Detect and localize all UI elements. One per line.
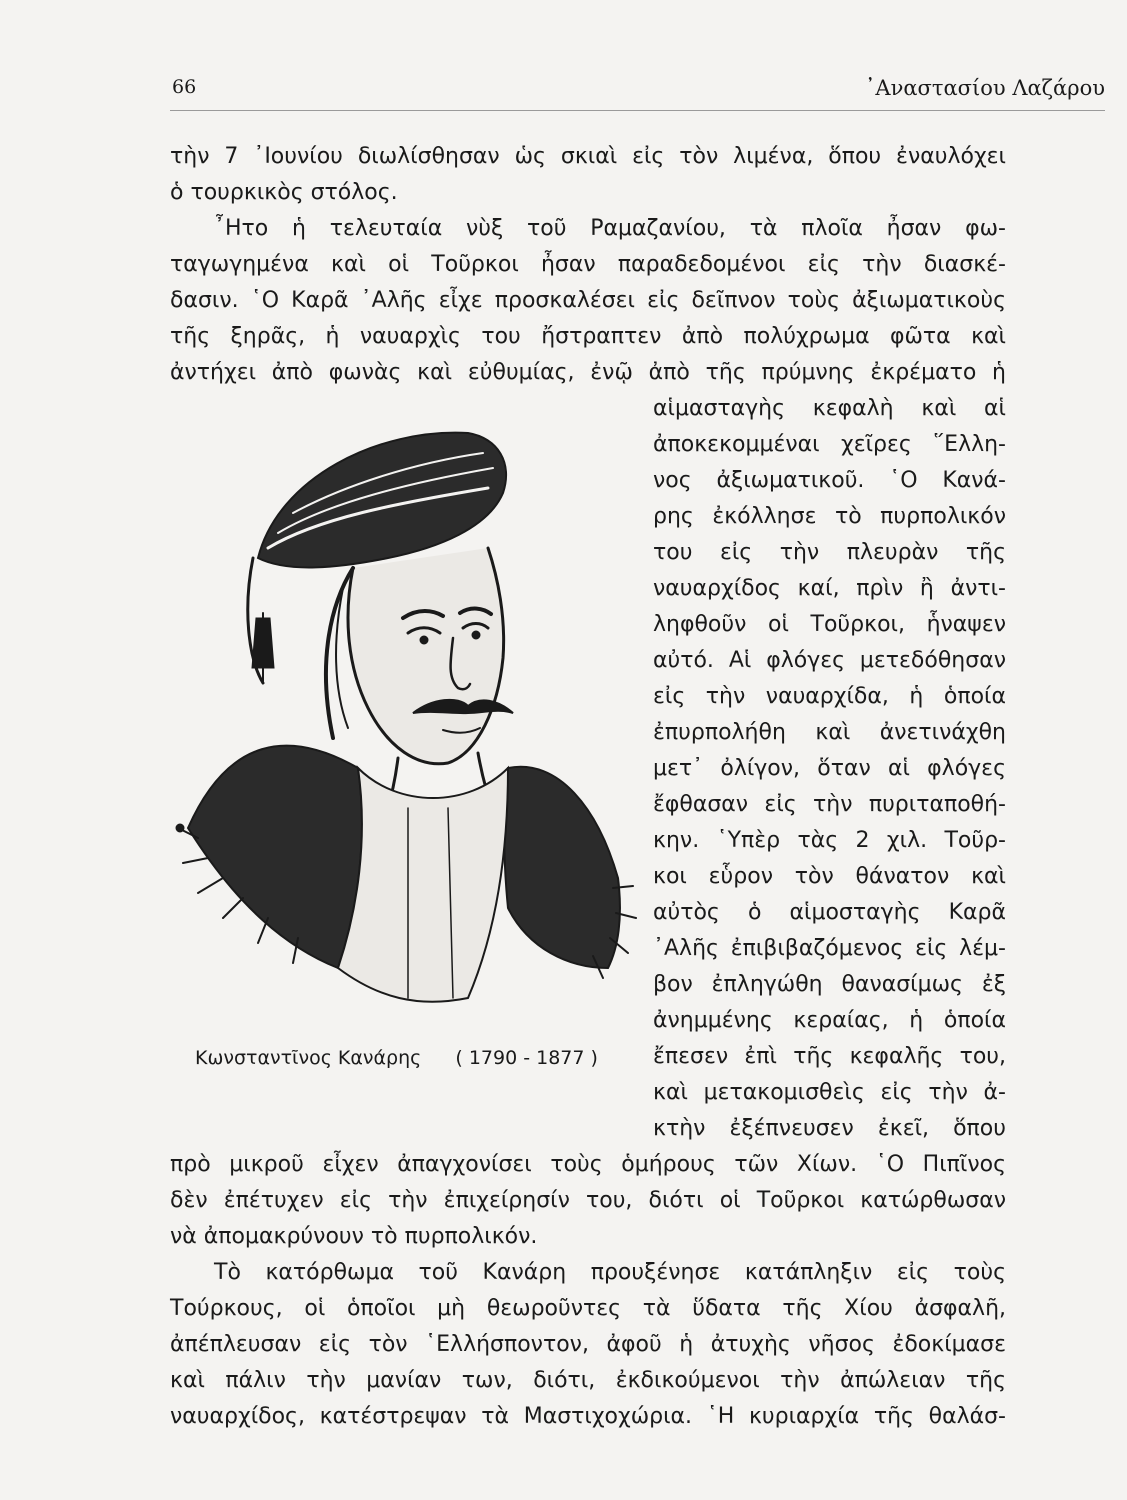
text-line: ῏Ητο ἡ τελευταία νὺξ τοῦ Ραμαζανίου, τὰ πλοῖα ἦσαν φω- (214, 216, 1006, 241)
text-line: δασιν. ῾Ο Καρᾶ ᾿Αλῆς εἶχε προσκαλέσει εἰς δεῖπνον τοὺς ἀξιωματικοὺς (170, 288, 1006, 313)
column-line: ᾿Αλῆς ἐπιβιβαζόμενος εἰς λέμ- (653, 936, 1006, 961)
column-line: ἐπυρπολήθη καὶ ἀνετινάχθη (653, 720, 1006, 745)
column-line: ἔπεσεν ἐπὶ τῆς κεφαλῆς του, (653, 1044, 1006, 1069)
column-line: αὐτὸς ὁ αἱμοσταγὴς Καρᾶ (653, 900, 1006, 925)
text-line: τὴν 7 ᾿Ιουνίου διωλίσθησαν ὡς σκιαὶ εἰς τὸν λιμένα, ὅπου ἐναυλόχει (170, 144, 1006, 169)
column-line: αὐτό. Αἱ φλόγες μετεδόθησαν (653, 648, 1006, 673)
column-line: βον ἐπληγώθη θανασίμως ἐξ (653, 972, 1006, 997)
portrait-illustration (168, 408, 638, 1028)
figure-caption (195, 1047, 598, 1069)
page-header (170, 70, 1105, 111)
column-line: ἀνημμένης κεραίας, ἡ ὁποία (653, 1008, 1006, 1033)
column-line: ἀποκεκομμέναι χεῖρες ῞Ελλη- (653, 432, 1006, 457)
column-line: καὶ μετακομισθεὶς εἰς τὴν ἀ- (653, 1080, 1006, 1105)
column-line: μετ᾿ ὀλίγον, ὅταν αἱ φλόγες (653, 756, 1006, 781)
column-line: εἰς τὴν ναυαρχίδα, ἡ ὁποία (653, 684, 1006, 709)
text-line: Τὸ κατόρθωμα τοῦ Κανάρη προυξένησε κατάπληξιν εἰς τοὺς (214, 1260, 1006, 1285)
column-line: ναυαρχίδος καί, πρὶν ἢ ἀντι- (653, 576, 1006, 601)
column-line: ρης ἐκόλλησε τὸ πυρπολικόν (653, 504, 1006, 529)
text-line: ταγωγημένα καὶ οἱ Τοῦρκοι ἦσαν παραδεδομένοι εἰς τὴν διασκέ- (170, 252, 1006, 277)
caption-years: ( 1790 - 1877 ) (455, 1047, 598, 1069)
column-line: κτὴν ἐξέπνευσεν ἐκεῖ, ὅπου (653, 1116, 1006, 1141)
text-line: καὶ πάλιν τὴν μανίαν των, διότι, ἐκδικούμενοι τὴν ἀπώλειαν τῆς (170, 1368, 1006, 1393)
page-number: 66 (172, 76, 197, 98)
caption-name: Κωνσταντῖνος Κανάρης (195, 1047, 422, 1069)
text-line: πρὸ μικροῦ εἶχεν ἀπαγχονίσει τοὺς ὁμήρους τῶν Χίων. ῾Ο Πιπῖνος (170, 1152, 1006, 1177)
column-line: αἱμασταγὴς κεφαλὴ καὶ αἱ (653, 396, 1006, 421)
text-line: δὲν ἐπέτυχεν εἰς τὴν ἐπιχείρησίν του, διότι οἱ Τοῦρκοι κατώρθωσαν (170, 1188, 1006, 1213)
column-line: του εἰς τὴν πλευρὰν τῆς (653, 540, 1006, 565)
running-head: ᾿Αναστασίου Λαζάρου (864, 76, 1105, 100)
text-line: ἀπέπλευσαν εἰς τὸν ῾Ελλήσποντον, ἀφοῦ ἡ ἀτυχὴς νῆσος ἐδοκίμασε (170, 1332, 1006, 1357)
text-line: Τούρκους, οἱ ὁποῖοι μὴ θεωροῦντες τὰ ὕδατα τῆς Χίου ἀσφαλῆ, (170, 1296, 1006, 1321)
text-line: νὰ ἀπομακρύνουν τὸ πυρπολικόν. (170, 1224, 538, 1249)
column-line: νος ἀξιωματικοῦ. ῾Ο Κανά- (653, 468, 1006, 493)
column-line: ληφθοῦν οἱ Τοῦρκοι, ἧναψεν (653, 612, 1006, 637)
column-line: ἔφθασαν εἰς τὴν πυριταποθή- (653, 792, 1006, 817)
column-line: κοι εὗρον τὸν θάνατον καὶ (653, 864, 1006, 889)
text-line: ὁ τουρκικὸς στόλος. (170, 180, 398, 205)
text-line: τῆς ξηρᾶς, ἡ ναυαρχὶς του ἤστραπτεν ἀπὸ πολύχρωμα φῶτα καὶ (170, 324, 1006, 349)
column-line: κην. ῾Υπὲρ τὰς 2 χιλ. Τοῦρ- (653, 828, 1006, 853)
text-line: ναυαρχίδος, κατέστρεψαν τὰ Μαστιχοχώρια. ῾Η κυριαρχία τῆς θαλάσ- (170, 1404, 1006, 1429)
text-line: ἀντήχει ἀπὸ φωνὰς καὶ εὐθυμίας, ἐνῷ ἀπὸ τῆς πρύμνης ἐκρέματο ἡ (170, 360, 1006, 385)
